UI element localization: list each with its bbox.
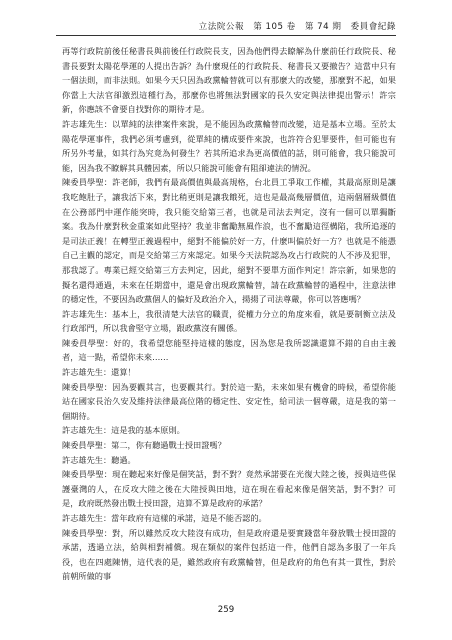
- speaker-label: 陳委員學聖：: [62, 337, 114, 348]
- transcript-paragraph: [62, 467, 396, 511]
- transcript-paragraph: [62, 365, 396, 380]
- speaker-label: 許志雄先生：: [62, 367, 112, 378]
- speech-text: 對，所以雖然反攻大陸沒有成功，但是政府還是要實踐當年發放戰士授田證的承諾，透過立法，給與相對補償。現在類似的案件包括這一件，他們自認為多服了一年兵役，也在四處陳情，這代表的是，雖然政府有政黨輪替，但是政府的角色有其一貫性，對於前朝所做的事: [62, 527, 396, 582]
- header-title: 立法院公報 第 105 卷 第 74 期 委員會紀錄: [198, 22, 396, 32]
- speaker-label: 許志雄先生：: [62, 118, 113, 129]
- speaker-label: 陳委員學聖：: [62, 527, 113, 538]
- speech-text: 這是我的基本原則。: [111, 425, 185, 436]
- page-number: 259: [217, 605, 235, 615]
- speech-text: 基本上，我很清楚大法官的職責，從權力分立的角度來看，就是要制衡立法及行政部門，所以我會堅守立場，跟政黨沒有關係。: [62, 308, 396, 334]
- speaker-label: 許志雄先生：: [62, 425, 112, 436]
- speaker-label: 許志雄先生：: [62, 454, 112, 465]
- header-rule: [56, 35, 396, 36]
- transcript-paragraph: [62, 526, 396, 584]
- transcript-body: [62, 44, 396, 584]
- speech-text: 第二，你有聽過戰士授田證嗎？: [111, 440, 226, 451]
- transcript-paragraph: [62, 438, 396, 453]
- speech-text: 許老師，我們有最高價值與最高規格，台北員工爭取工作權，其最高原則是讓我吃飽肚子，讓我活下來，對比稍更則是讓我餓死，這也是最高幾層價值，這兩個層級價值在公務部門中運作能突時，我只能交給第三者，也就是司法去判定，沒有一個可以單獨斷案。我為什麼對秋金重案如此堅持？我並非奮勵無風作浪，也不奮勵這徑構陷，我所追逐的是司法正義！在轉型正義過程中，絕對不能偏於好一方，什麼叫偏於好一方？也就是不能憑自己主觀的認定，而是交給第三方來認定。如果今天法院認為攻占行政院的人不涉及犯罪，那我認了。專業已經交給第三方去判定，因此，絕對不要單方面作判定！許宗新，如果您的擬名還得通過，未來在任期當中，還是會出現政黨輪替，請在政黨輪替的過程中，注意法律的穩定性，不要因為政黨個人的偏好及政治介入，揚揚了司法尊嚴，你可以答應嗎？: [62, 177, 396, 305]
- speaker-label: 陳委員學聖：: [62, 469, 113, 480]
- speech-text: 好的，我希望您能堅持這樣的態度，因為您是我所認識還算不錯的自由主義者，這一點，希望你未來……: [62, 337, 396, 363]
- transcript-paragraph: [62, 307, 396, 336]
- speech-text: 現在聽起來好像是個笑話，對不對？竟然承諾要在光復大陸之後，授與這些保護臺灣的人，在反攻大陸之後在大陸授與田地，這在現在看起來像是個笑話，對不對？可是，政府既然發出戰士授田證，這算不算是政府的承諾？: [62, 469, 396, 509]
- transcript-paragraph: [62, 336, 396, 365]
- speech-text: 當年政府有這樣的承諾，這是不能否認的。: [111, 513, 267, 523]
- speech-text: 再等行政院前後任秘書長與前後任行政院長支，因為他們得去瞭解為什麼前任行政院長、秘書長要對太陽花學運的人提出告訴？為什麼現任的行政院長、秘書長又要撤告？這當中只有一個法則，而非法則。如果今天只因為政黨輪替就可以有那麼大的改變，那麼對不起，如果你當上大法官卻激烈這種行為，那麼你也將無法對國家的長久安定與法律提出警示！許宗新，你應該不會要自找對你的期待才是。: [62, 46, 396, 115]
- transcript-paragraph: [62, 44, 396, 117]
- speech-text: 聽過。: [111, 454, 136, 465]
- speaker-label: 許志雄先生：: [62, 513, 112, 523]
- speaker-label: 陳委員學聖：: [62, 381, 113, 392]
- speaker-label: 陳委員學聖：: [62, 440, 112, 451]
- transcript-paragraph: [62, 511, 396, 526]
- transcript-paragraph: [62, 453, 396, 468]
- speech-text: 以單純的法律案件來說，是不能因為政黨輪替而改變，這是基本立場。至於太陽花學運事件，我們必須考慮到，從單純的構成要件來說，也許符合犯罪要件，但可能也有所另外考量，如其行為究竟為何發生？若其所追求為更高價值的話，則可能會，我只能說可能，因為我不瞭解其具體因素，所以只能說可能會有阻卻違法的情況。: [62, 118, 396, 173]
- transcript-paragraph: [62, 175, 396, 306]
- transcript-paragraph: [62, 380, 396, 424]
- speaker-label: 陳委員學聖：: [62, 177, 113, 188]
- speech-text: 因為要觀其言，也要觀其行。對於這一點，未來如果有機會的時候，希望你能站在國家長治久安及維持法律最高位階的穩定性、安定性，給司法一個尊嚴，這是我的第一個期待。: [62, 381, 396, 421]
- speech-text: 還算！: [111, 367, 136, 378]
- transcript-paragraph: [62, 117, 396, 175]
- page-header: [56, 17, 396, 37]
- speaker-label: 許志雄先生：: [62, 308, 113, 319]
- transcript-paragraph: [62, 423, 396, 438]
